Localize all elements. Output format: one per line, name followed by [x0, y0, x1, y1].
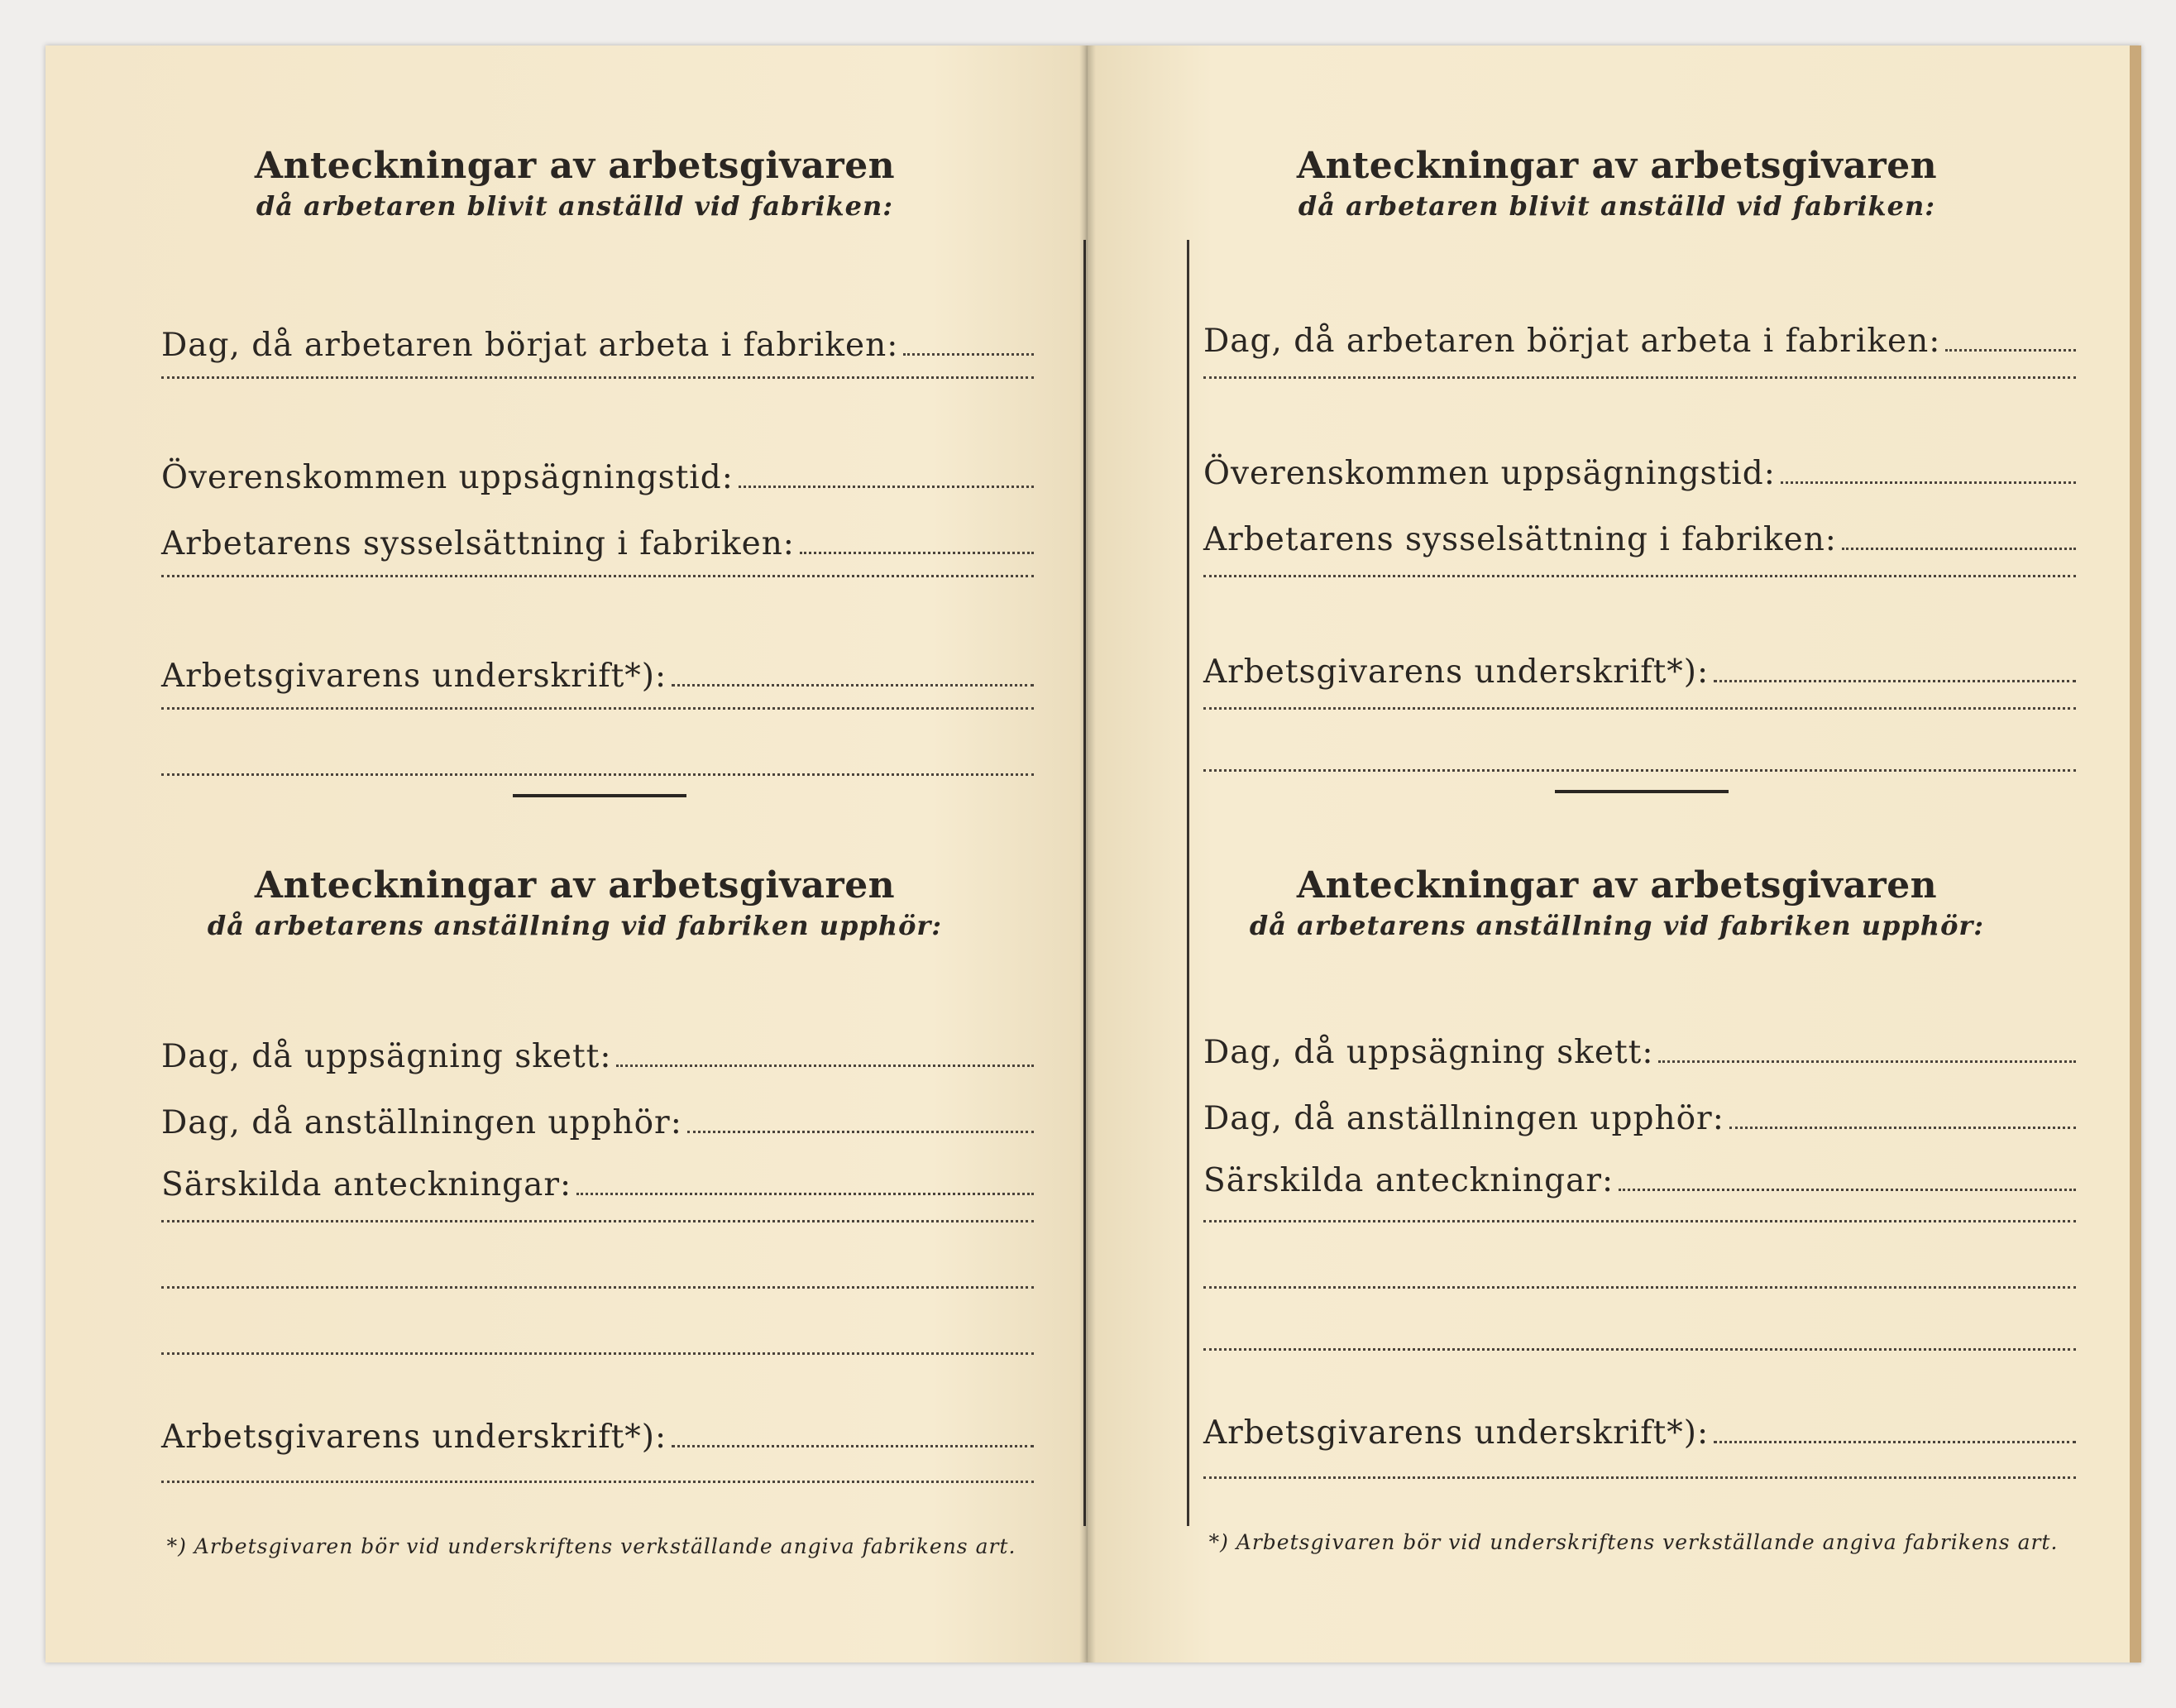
blank-line[interactable] [161, 707, 1034, 710]
section-divider [1555, 790, 1729, 793]
field-label: Dag, då uppsägning skett: [1203, 1034, 1654, 1071]
section-subtitle-termination: då arbetarens anställning vid fabriken upphör: [1249, 910, 1985, 941]
section-subtitle-hired: då arbetaren blivit anställd vid fabriken: [1298, 190, 1936, 222]
blank-line[interactable] [1203, 1220, 2076, 1222]
blank-line[interactable] [161, 1481, 1034, 1483]
field-label: Arbetsgivarens underskrift*): [161, 658, 667, 695]
employer-signature-field-2[interactable] [1203, 1410, 2076, 1452]
section-subtitle-termination: då arbetarens anställning vid fabriken upphör: [207, 910, 943, 941]
field-label: Dag, då anställningen upphör: [1203, 1100, 1724, 1137]
blank-line[interactable] [161, 1352, 1034, 1355]
section-title-termination: Anteckningar av arbetsgivaren [1296, 864, 1938, 907]
field-label: Arbetsgivarens underskrift*): [1203, 1414, 1710, 1452]
field-label: Arbetarens sysselsättning i fabriken: [161, 525, 795, 562]
field-label: Särskilda anteckningar: [161, 1166, 572, 1203]
employer-signature-field[interactable] [161, 653, 1034, 695]
field-label: Arbetarens sysselsättning i fabriken: [1203, 521, 1837, 558]
blank-line[interactable] [1203, 1286, 2076, 1289]
occupation-field[interactable] [1203, 517, 2076, 558]
field-label: Överenskommen uppsägningstid: [1203, 455, 1776, 492]
blank-line[interactable] [161, 376, 1034, 379]
notice-date-field[interactable] [1203, 1030, 2076, 1071]
blank-line[interactable] [1203, 707, 2076, 710]
employer-notes-form [1203, 45, 2113, 1663]
footnote: *) Arbetsgivaren bör vid underskriftens verkställande angiva fabrikens art. [1208, 1530, 2059, 1554]
blank-line[interactable] [161, 773, 1034, 776]
section-title-hired: Anteckningar av arbetsgivaren [1296, 145, 1938, 187]
blank-line[interactable] [1203, 1348, 2076, 1351]
notice-date-field[interactable] [161, 1034, 1034, 1075]
end-date-field[interactable] [161, 1100, 1034, 1141]
employer-signature-field-2[interactable] [161, 1414, 1034, 1456]
start-date-field[interactable] [161, 323, 1034, 364]
section-title-hired: Anteckningar av arbetsgivaren [254, 145, 896, 187]
field-label: Överenskommen uppsägningstid: [161, 459, 734, 496]
footnote: *) Arbetsgivaren bör vid underskriftens verkställande angiva fabrikens art. [166, 1534, 1016, 1558]
right-page [1088, 45, 2141, 1663]
field-label: Dag, då uppsägning skett: [161, 1038, 612, 1075]
special-notes-field[interactable] [1203, 1158, 2076, 1199]
blank-line[interactable] [1203, 1476, 2076, 1479]
left-page [45, 45, 1088, 1663]
blank-line[interactable] [161, 575, 1034, 577]
notice-period-field[interactable] [1203, 451, 2076, 492]
blank-line[interactable] [1203, 376, 2076, 379]
section-title-termination: Anteckningar av arbetsgivaren [254, 864, 896, 907]
start-date-field[interactable] [1203, 318, 2076, 360]
blank-line[interactable] [1203, 575, 2076, 577]
field-label: Dag, då anställningen upphör: [161, 1104, 682, 1141]
book-gutter [1079, 45, 1096, 1663]
notice-period-field[interactable] [161, 455, 1034, 496]
section-subtitle-hired: då arbetaren blivit anställd vid fabriken: [256, 190, 894, 222]
field-label: Dag, då arbetaren börjat arbeta i fabriken: [161, 327, 899, 364]
vertical-rule [1187, 240, 1189, 1526]
field-label: Arbetsgivarens underskrift*): [161, 1419, 667, 1456]
blank-line[interactable] [161, 1220, 1034, 1222]
blank-line[interactable] [1203, 769, 2076, 772]
field-label: Särskilda anteckningar: [1203, 1162, 1614, 1199]
end-date-field[interactable] [1203, 1096, 2076, 1137]
employer-notes-form [161, 45, 1071, 1663]
occupation-field[interactable] [161, 521, 1034, 562]
field-label: Dag, då arbetaren börjat arbeta i fabriken: [1203, 323, 1941, 360]
booklet-spread [45, 45, 2130, 1663]
employer-signature-field[interactable] [1203, 649, 2076, 691]
blank-line[interactable] [161, 1286, 1034, 1289]
section-divider [513, 794, 686, 797]
field-label: Arbetsgivarens underskrift*): [1203, 653, 1710, 691]
special-notes-field[interactable] [161, 1162, 1034, 1203]
